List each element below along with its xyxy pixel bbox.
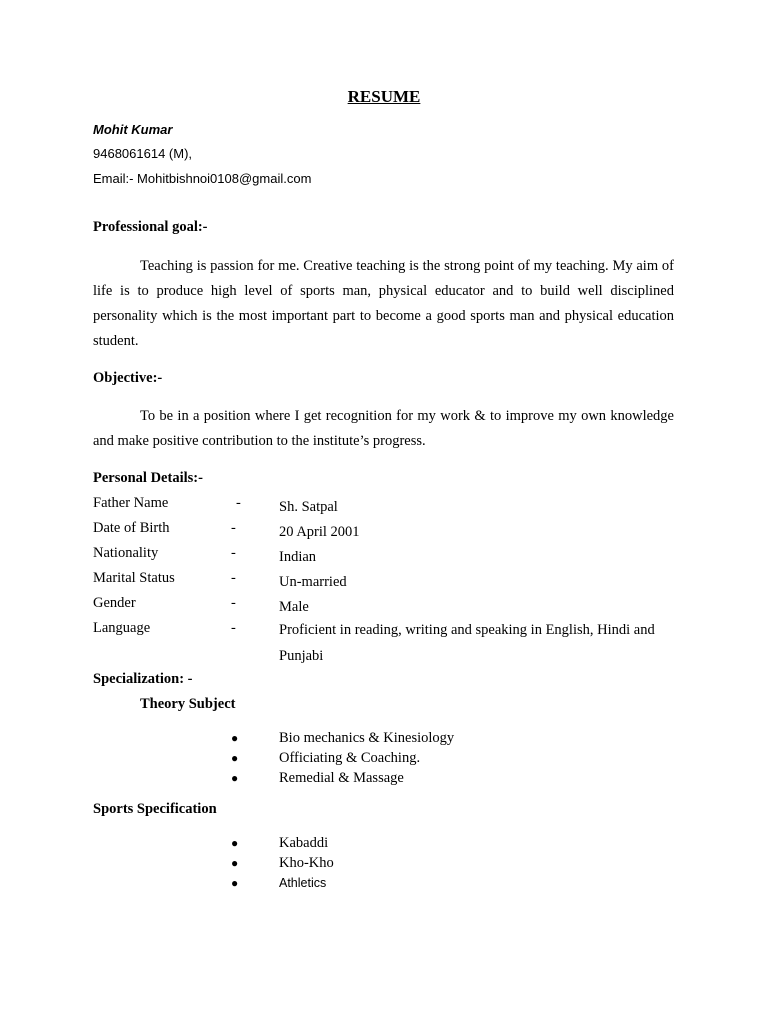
detail-value: Male bbox=[279, 599, 309, 615]
sport-item: Athletics bbox=[279, 876, 327, 890]
sport-item: Kabaddi bbox=[279, 835, 329, 851]
bullet-icon: ● bbox=[231, 751, 239, 765]
detail-separator: - bbox=[236, 495, 241, 511]
bullet-icon: ● bbox=[231, 836, 239, 850]
detail-value: Sh. Satpal bbox=[279, 499, 338, 515]
detail-label: Language bbox=[93, 620, 151, 636]
bullet-icon: ● bbox=[231, 876, 239, 890]
detail-label: Father Name bbox=[93, 495, 169, 511]
detail-value: Un-married bbox=[279, 574, 347, 590]
resume-title: RESUME bbox=[347, 87, 421, 106]
detail-value: 20 April 2001 bbox=[279, 524, 360, 540]
objective-text bbox=[93, 404, 674, 454]
detail-separator: - bbox=[231, 545, 236, 561]
professional-goal-heading: Professional goal:- bbox=[93, 219, 208, 235]
bullet-icon: ● bbox=[231, 731, 239, 745]
detail-value: Indian bbox=[279, 549, 317, 565]
sports-specification-heading: Sports Specification bbox=[93, 801, 217, 817]
detail-label: Nationality bbox=[93, 545, 159, 561]
personal-details-heading: Personal Details:- bbox=[93, 470, 203, 486]
candidate-name: Mohit Kumar bbox=[93, 122, 173, 137]
theory-subject-item: Officiating & Coaching. bbox=[279, 750, 421, 766]
detail-separator: - bbox=[231, 595, 236, 611]
specialization-heading: Specialization: - bbox=[93, 671, 193, 687]
detail-separator: - bbox=[231, 570, 236, 586]
sport-item: Kho-Kho bbox=[279, 855, 334, 871]
detail-label: Marital Status bbox=[93, 570, 175, 586]
detail-label: Gender bbox=[93, 595, 136, 611]
personal-detail-row bbox=[93, 520, 693, 545]
phone-number: 9468061614 (M), bbox=[93, 146, 193, 161]
objective-heading: Objective:- bbox=[93, 370, 163, 386]
theory-subject-item: Bio mechanics & Kinesiology bbox=[279, 730, 455, 746]
email-address: Email:- Mohitbishnoi0108@gmail.com bbox=[93, 171, 312, 186]
personal-detail-row bbox=[93, 545, 693, 570]
theory-subject-item: Remedial & Massage bbox=[279, 770, 404, 786]
professional-goal-body: Teaching is passion for me. Creative teaching is the strong point of my teaching. My aim of life is to produce high level of sports man, physical educator and to build well disciplined personality which is the most important part to become a good sports man and physical education student. bbox=[93, 258, 674, 349]
detail-separator: - bbox=[231, 620, 236, 636]
personal-detail-row bbox=[93, 620, 693, 672]
personal-detail-row bbox=[93, 570, 693, 595]
bullet-icon: ● bbox=[231, 856, 239, 870]
detail-label: Date of Birth bbox=[93, 520, 170, 536]
objective-body: To be in a position where I get recognition for my work & to improve my own knowledge and make positive contribution to the institute’s progress. bbox=[93, 408, 674, 449]
bullet-icon: ● bbox=[231, 771, 239, 785]
detail-value: Proficient in reading, writing and speaking in English, Hindi and Punjabi bbox=[279, 622, 655, 664]
detail-separator: - bbox=[231, 520, 236, 536]
professional-goal-text bbox=[93, 254, 674, 354]
theory-subject-heading: Theory Subject bbox=[140, 696, 236, 712]
personal-detail-row bbox=[93, 495, 693, 520]
